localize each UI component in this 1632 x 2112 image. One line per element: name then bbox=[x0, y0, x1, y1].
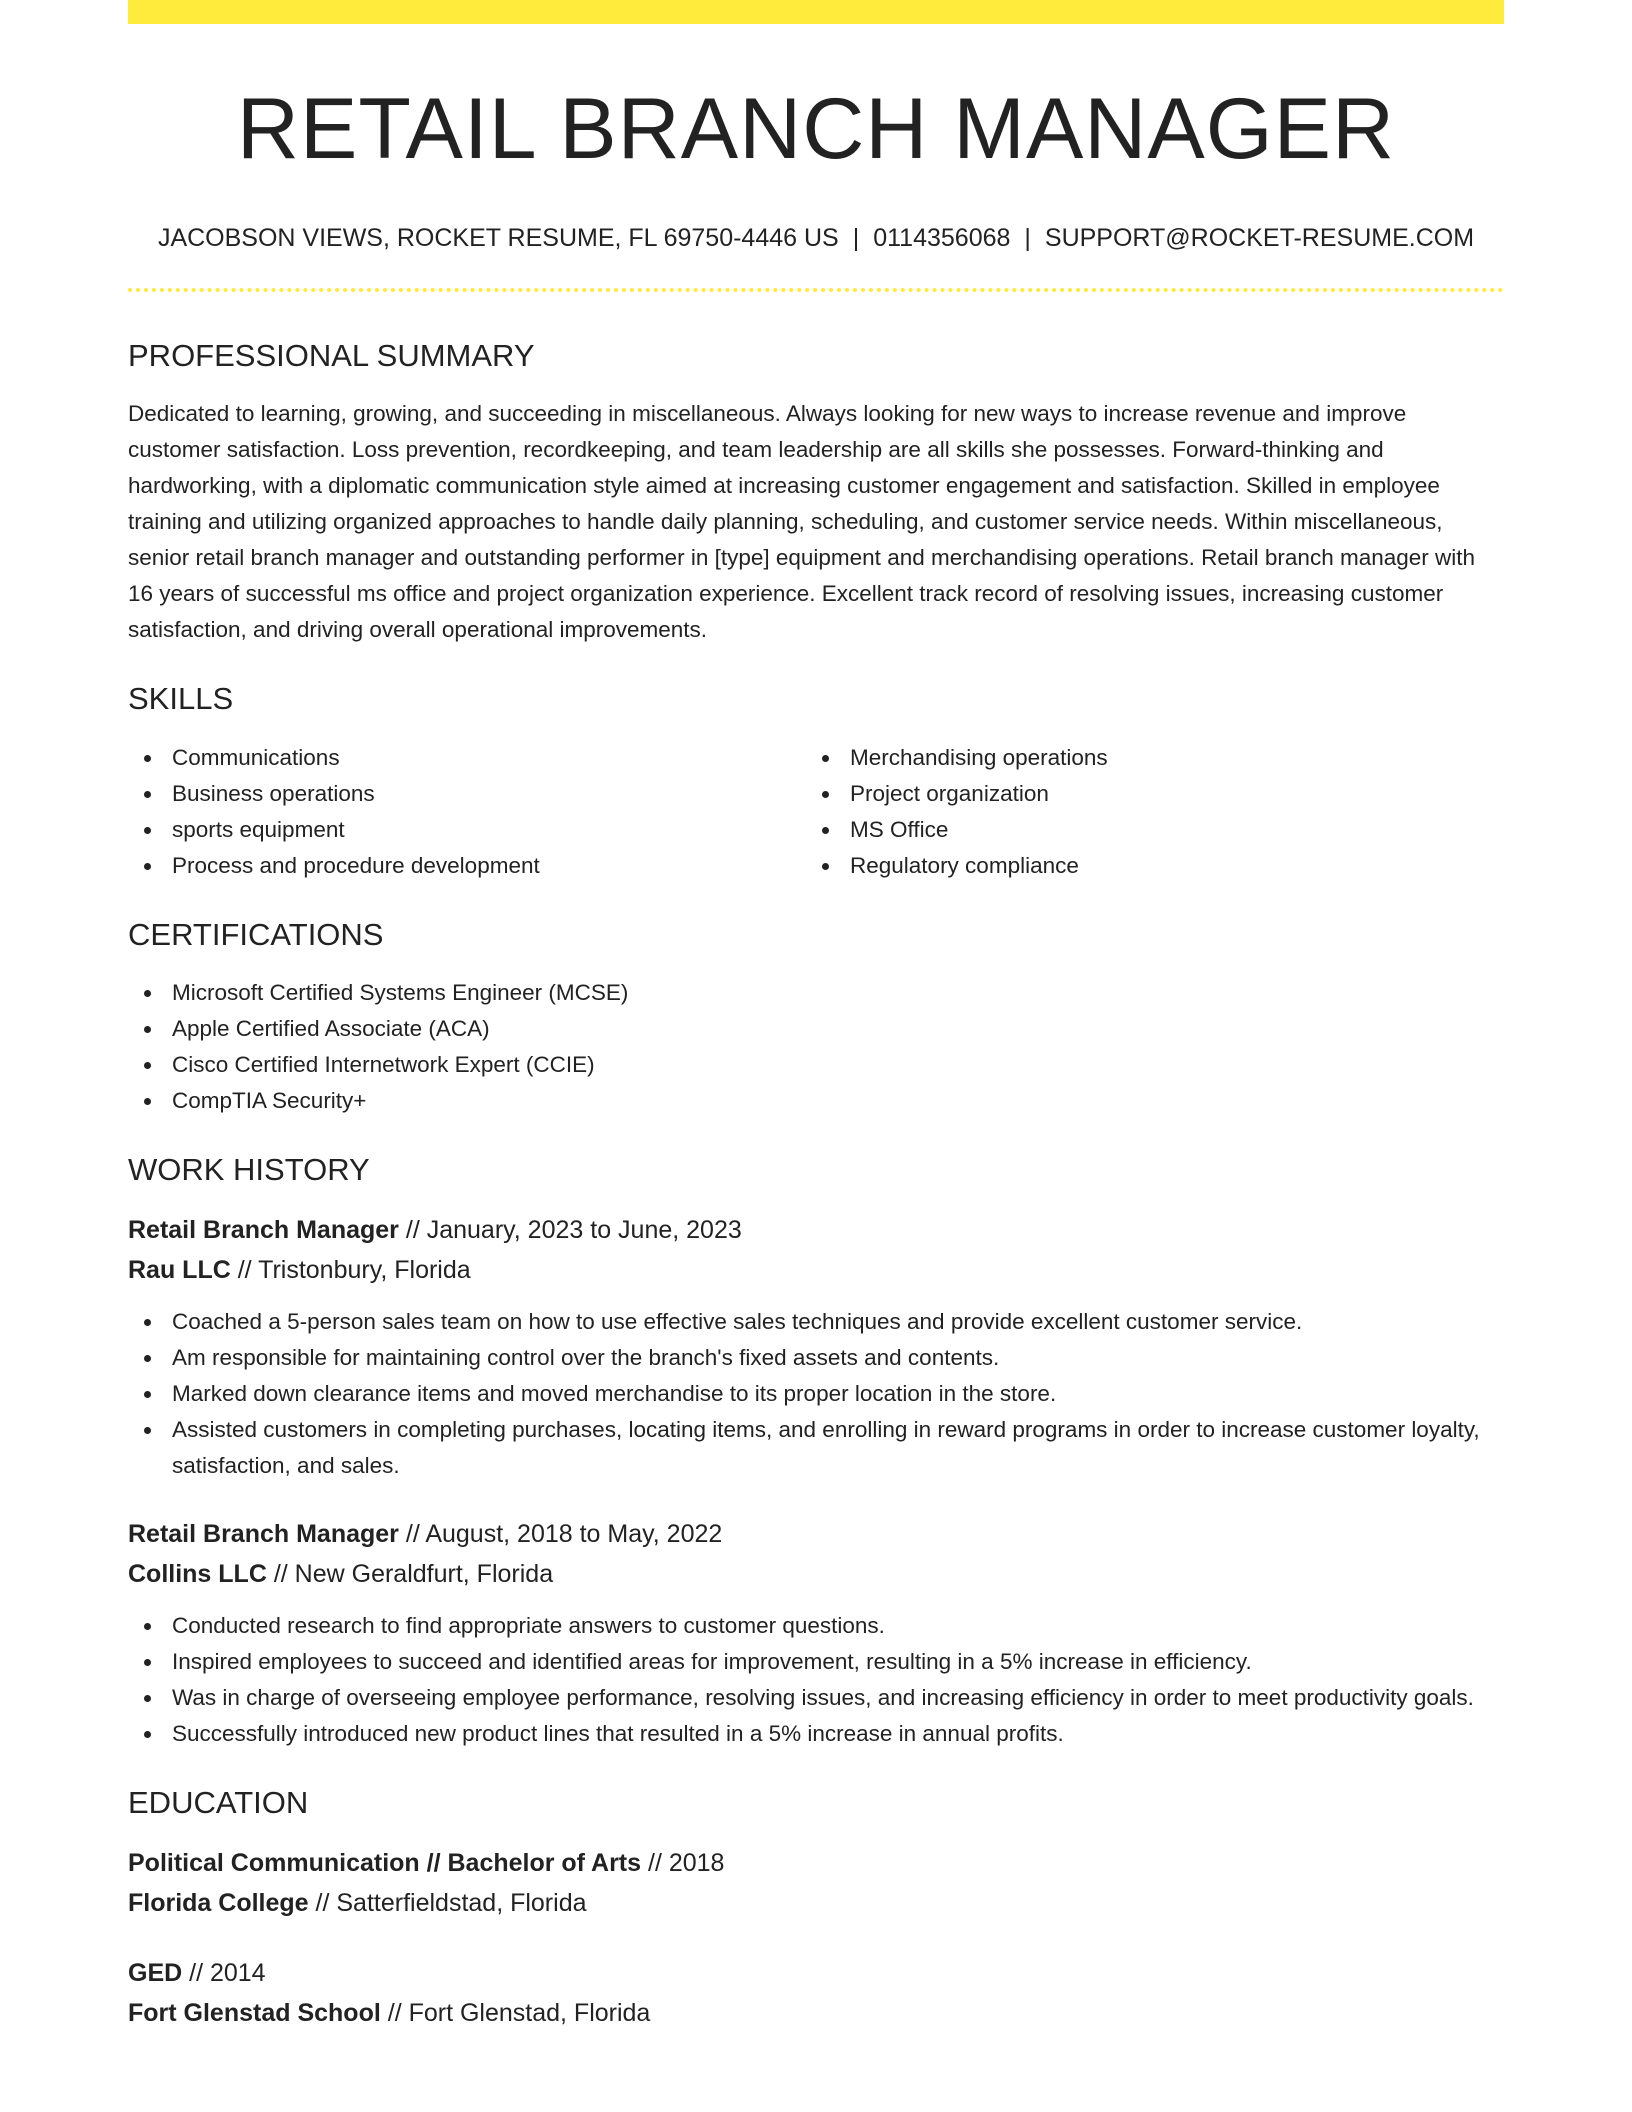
resume-page bbox=[128, 0, 1504, 2033]
job-bullet: Marked down clearance items and moved merchandise to its proper location in the store. bbox=[128, 1376, 1504, 1412]
education-school: Florida College bbox=[128, 1889, 309, 1918]
education-degree: GED bbox=[128, 1959, 183, 1988]
education-location: // Satterfieldstad, Florida bbox=[308, 1889, 587, 1918]
education-degree-line bbox=[128, 1953, 1504, 1993]
job-bullets bbox=[128, 1304, 1504, 1484]
job-bullets bbox=[128, 1608, 1504, 1752]
job-dates: // August, 2018 to May, 2022 bbox=[398, 1519, 723, 1548]
education-school: Fort Glenstad School bbox=[128, 1999, 381, 2028]
education-entry bbox=[128, 1953, 1504, 2033]
summary-text: Dedicated to learning, growing, and succeeding in miscellaneous. Always looking for new ways to increase revenue and improve customer satisfaction. Loss prevention, recordkeeping, and team leadership are all skills she possesses. Forward-thinking and hardworking, with a diplomatic communication style aimed at increasing customer engagement and satisfaction. Skilled in employee training and utilizing organized approaches to handle daily planning, scheduling, and customer service needs. Within miscellaneous, senior retail branch manager and outstanding performer in [type] equipment and merchandising operations. Retail branch manager with 16 years of successful ms office and project organization experience. Excellent track record of resolving issues, increasing customer satisfaction, and driving overall operational improvements. bbox=[128, 401, 1476, 643]
email: SUPPORT@ROCKET-RESUME.COM bbox=[1044, 224, 1475, 253]
education-degree-line bbox=[128, 1843, 1504, 1883]
job-title-line bbox=[128, 1514, 1504, 1554]
skills-columns bbox=[128, 740, 1504, 884]
job-company-line bbox=[128, 1554, 1504, 1594]
skill-item: Project organization bbox=[806, 776, 1484, 812]
education-school-line bbox=[128, 1883, 1504, 1923]
job-title-line bbox=[128, 1210, 1504, 1250]
job-role: Retail Branch Manager bbox=[128, 1215, 399, 1244]
certifications-list bbox=[128, 975, 1504, 1119]
accent-bar bbox=[128, 0, 1504, 24]
education-entry bbox=[128, 1843, 1504, 1923]
education-year: // 2018 bbox=[641, 1849, 725, 1878]
certifications-heading: CERTIFICATIONS bbox=[128, 916, 384, 952]
job-bullet: Am responsible for maintaining control over the branch's fixed assets and contents. bbox=[128, 1340, 1504, 1376]
skill-item: Process and procedure development bbox=[128, 848, 806, 884]
resume-title: RETAIL BRANCH MANAGER bbox=[236, 81, 1396, 177]
skills-heading: SKILLS bbox=[128, 681, 234, 717]
summary-heading: PROFESSIONAL SUMMARY bbox=[128, 338, 535, 374]
certification-item: Cisco Certified Internetwork Expert (CCIE) bbox=[128, 1047, 1504, 1083]
certification-item: Apple Certified Associate (ACA) bbox=[128, 1011, 1504, 1047]
separator: | bbox=[852, 224, 860, 253]
education-heading: EDUCATION bbox=[128, 1784, 309, 1820]
education-degree: Political Communication // Bachelor of Arts bbox=[128, 1849, 642, 1878]
separator: | bbox=[1024, 224, 1031, 253]
job-bullet: Assisted customers in completing purchases, locating items, and enrolling in reward programs in order to increase customer loyalty, satisfaction, and sales. bbox=[128, 1412, 1504, 1484]
job-bullet: Was in charge of overseeing employee performance, resolving issues, and increasing efficiency in order to meet productivity goals. bbox=[128, 1680, 1504, 1716]
job-company: Rau LLC bbox=[128, 1255, 231, 1284]
skills-list-right bbox=[806, 740, 1484, 884]
skill-item: Communications bbox=[128, 740, 806, 776]
education-year: // 2014 bbox=[182, 1959, 266, 1988]
skill-item: MS Office bbox=[806, 812, 1484, 848]
job-bullet: Inspired employees to succeed and identified areas for improvement, resulting in a 5% increase in efficiency. bbox=[128, 1644, 1504, 1680]
skill-item: Merchandising operations bbox=[806, 740, 1484, 776]
skill-item: Business operations bbox=[128, 776, 806, 812]
address: JACOBSON VIEWS, ROCKET RESUME, FL 69750-4446 US bbox=[157, 224, 839, 253]
job-location: // New Geraldfurt, Florida bbox=[266, 1559, 554, 1588]
job-bullet: Successfully introduced new product lines that resulted in a 5% increase in annual profits. bbox=[128, 1716, 1504, 1752]
job-bullet: Coached a 5-person sales team on how to use effective sales techniques and provide excellent customer service. bbox=[128, 1304, 1504, 1340]
education-school-line bbox=[128, 1993, 1504, 2033]
skills-list-left bbox=[128, 740, 806, 884]
job-dates: // January, 2023 to June, 2023 bbox=[398, 1215, 742, 1244]
work-history-heading: WORK HISTORY bbox=[128, 1151, 370, 1187]
skill-item: sports equipment bbox=[128, 812, 806, 848]
certification-item: CompTIA Security+ bbox=[128, 1083, 1504, 1119]
job-role: Retail Branch Manager bbox=[128, 1519, 399, 1548]
dotted-divider bbox=[128, 288, 1504, 292]
job-bullet: Conducted research to find appropriate answers to customer questions. bbox=[128, 1608, 1504, 1644]
contact-line bbox=[128, 223, 1504, 253]
job-entry bbox=[128, 1210, 1504, 1484]
job-company-line bbox=[128, 1250, 1504, 1290]
job-location: // Tristonbury, Florida bbox=[230, 1255, 471, 1284]
phone: 0114356068 bbox=[873, 224, 1011, 253]
job-company: Collins LLC bbox=[128, 1559, 267, 1588]
job-entry bbox=[128, 1514, 1504, 1752]
certification-item: Microsoft Certified Systems Engineer (MCSE) bbox=[128, 975, 1504, 1011]
education-location: // Fort Glenstad, Florida bbox=[380, 1999, 651, 2028]
skill-item: Regulatory compliance bbox=[806, 848, 1484, 884]
